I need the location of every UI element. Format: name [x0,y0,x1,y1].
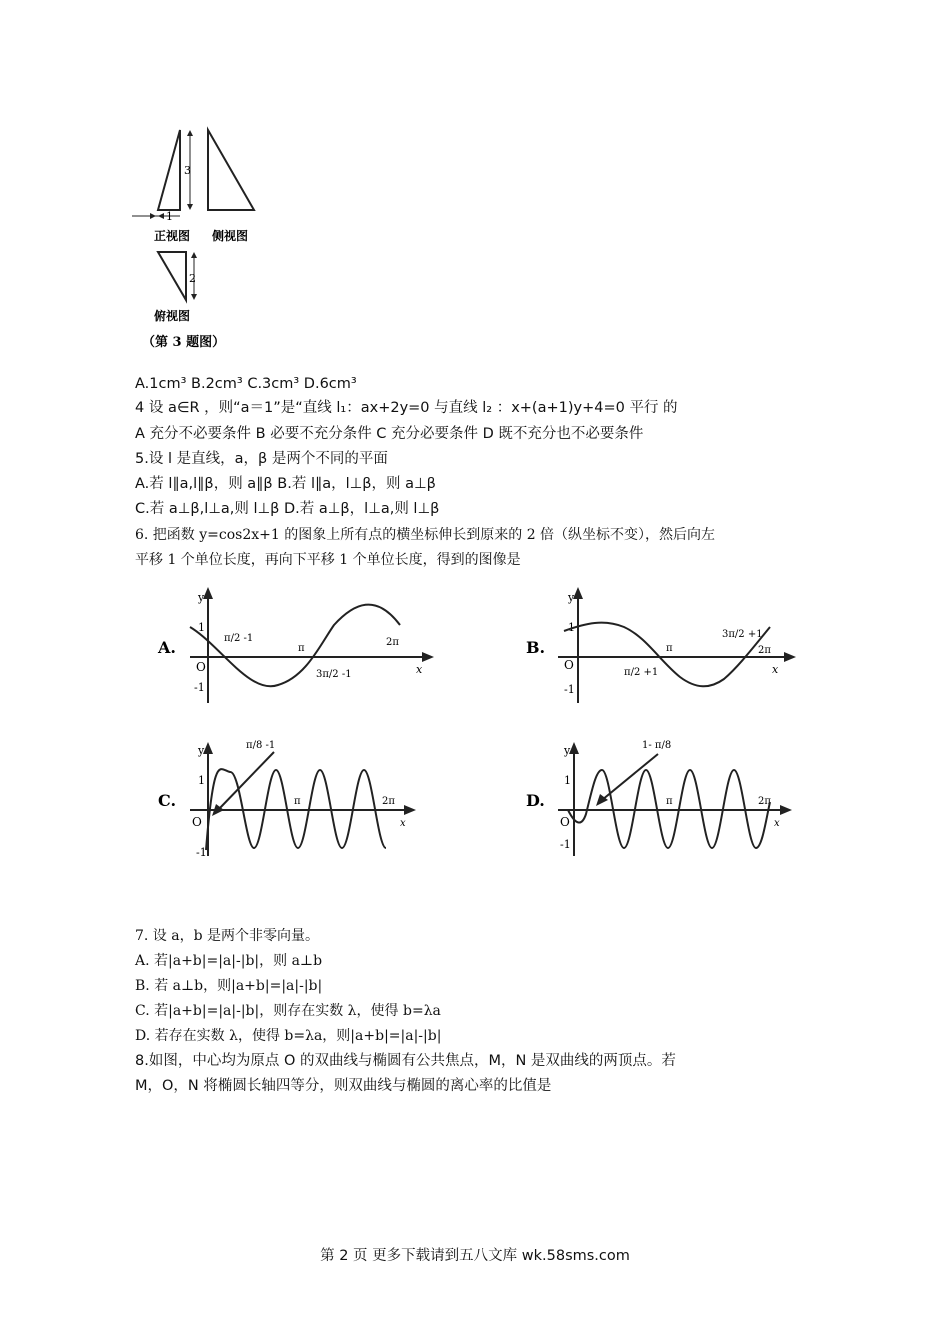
q4-options: A 充分不必要条件 B 必要不充分条件 C 充分必要条件 D 既不充分也不必要条件 [135,426,644,442]
q4-stem: 4 设 a∈R ，则“a＝1”是“直线 l₁：ax+2y=0 与直线 l₂ ：x+(a+1)y+4=0 平行 的 [135,400,678,416]
q6-line1: 6. 把函数 y=cos2x+1 的图象上所有点的横坐标伸长到原来的 2 倍（纵坐标不变），然后向左 [135,527,716,543]
svg-text:O: O [196,660,206,674]
graph-d-label: D. [526,791,545,810]
front-view-label: 正视图 [154,229,191,243]
svg-text:2π: 2π [758,645,771,656]
svg-text:x: x [416,663,423,676]
graph-a-curve [190,605,400,687]
height-dimension-label: 3 [184,164,191,177]
svg-text:π: π [298,643,305,654]
svg-text:y: y [568,591,575,604]
q8-line2: M，O，N 将椭圆长轴四等分，则双曲线与椭圆的离心率的比值是 [135,1078,552,1094]
svg-text:π/2 -1: π/2 -1 [224,633,254,644]
q8-line1: 8.如图，中心均为原点 O 的双曲线与椭圆有公共焦点，M，N 是双曲线的两顶点。若 [135,1053,676,1069]
svg-text:O: O [564,658,574,672]
svg-text:2π: 2π [758,796,771,807]
svg-text:1: 1 [198,621,205,634]
side-view-label: 侧视图 [212,229,249,243]
graph-d [520,730,800,860]
svg-text:π: π [666,643,673,654]
q7-stem: 7. 设 a，b 是两个非零向量。 [135,928,320,944]
top-dimension-label: 2 [189,272,196,285]
graph-b [520,585,810,705]
graph-a-label: A. [158,638,176,657]
svg-text:O: O [192,815,202,829]
svg-text:3π/2 +1: 3π/2 +1 [722,629,763,640]
svg-text:x: x [774,818,780,829]
svg-text:1- π/8: 1- π/8 [642,740,672,751]
svg-text:-1: -1 [560,838,571,851]
svg-text:x: x [772,663,779,676]
svg-text:1: 1 [568,621,575,634]
svg-text:π: π [666,796,673,807]
svg-text:x: x [400,818,406,829]
svg-text:-1: -1 [196,846,207,859]
svg-text:y: y [198,591,205,604]
q7-option-c: C. 若|a+b|=|a|-|b|，则存在实数 λ，使得 b=λa [135,1003,441,1019]
front-view-triangle [158,130,180,210]
svg-text:π: π [294,796,301,807]
side-view-triangle [208,130,254,210]
q5-stem: 5.设 l 是直线，a，β 是两个不同的平面 [135,451,388,467]
svg-text:2π: 2π [382,796,395,807]
figure-caption: （第 3 题图） [142,335,226,350]
q7-option-a: A. 若|a+b|=|a|-|b|，则 a⊥b [135,953,323,969]
graph-c-label: C. [158,791,177,810]
width-dimension-label: 1 [166,210,173,223]
q6-line2: 平移 1 个单位长度，再向下平移 1 个单位长度，得到的图像是 [135,552,521,568]
top-view-label: 俯视图 [154,309,191,323]
svg-text:3π/2 -1: 3π/2 -1 [316,669,352,680]
q5-options-row1: A.若 l∥a,l∥β，则 a∥β B.若 l∥a，l⊥β，则 a⊥β [135,476,436,492]
svg-text:1: 1 [564,774,571,787]
page-footer: 第 2 页 更多下载请到五八文库 wk.58sms.com [320,1248,630,1264]
graph-a [150,585,440,705]
svg-text:-1: -1 [194,681,205,694]
q7-option-b: B. 若 a⊥b，则|a+b|=|a|-|b| [135,978,323,994]
svg-text:y: y [564,744,571,757]
svg-text:1: 1 [198,774,205,787]
svg-text:π/8 -1: π/8 -1 [246,740,276,751]
graph-c [150,730,420,860]
q5-options-row2: C.若 a⊥β,l⊥a,则 l⊥β D.若 a⊥β，l⊥a,则 l⊥β [135,501,440,517]
svg-text:π/2 +1: π/2 +1 [624,667,659,678]
svg-text:2π: 2π [386,637,399,648]
graph-b-label: B. [526,638,546,657]
q3-options: A.1cm³ B.2cm³ C.3cm³ D.6cm³ [135,376,357,392]
svg-text:y: y [198,744,205,757]
svg-text:O: O [560,815,570,829]
q7-option-d: D. 若存在实数 λ，使得 b=λa，则|a+b|=|a|-|b| [135,1028,442,1044]
top-view-triangle [158,252,186,300]
three-view-figure [128,120,278,360]
svg-text:-1: -1 [564,683,575,696]
